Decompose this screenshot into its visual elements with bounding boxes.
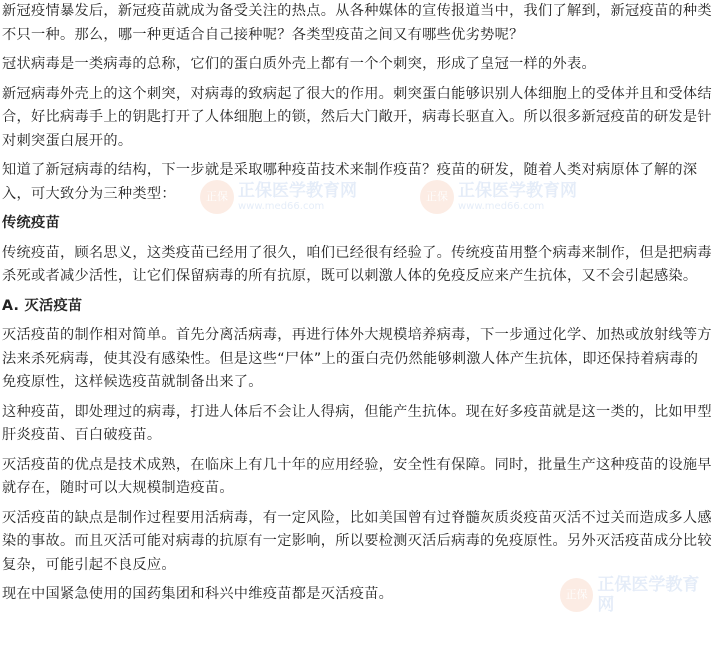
inactivated-disadvantages-paragraph: 灭活疫苗的缺点是制作过程要用活病毒，有一定风险，比如美国曾有过脊髓灰质炎疫苗灭活不过关而造成多人感染的事故。而且灭活可能对病毒的抗原有一定影响，所以要检测灭活后病毒的免疫原性。另外灭活疫苗成分比较复杂，可能引起不良反应。 <box>2 509 712 573</box>
watermark-brand: 正保医学教育网 <box>238 181 357 201</box>
watermark-brand: 正保医学教育网 <box>597 575 700 615</box>
inactivated-process-paragraph: 灭活疫苗的制作相对简单。首先分离活病毒，再进行体外大规模培养病毒，下一步通过化学、加热或放射线等方法来杀死病毒，使其没有感染性。但是这些“尸体”上的蛋白壳仍然能够刺激人体产生抗体，即还保持着病毒的免疫原性，这样候选疫苗就制备出来了。 <box>2 327 712 390</box>
watermark-url: www.med66.com <box>238 201 325 212</box>
traditional-vaccine-paragraph: 传统疫苗，顾名思义，这类疫苗已经用了很久，咱们已经很有经验了。传统疫苗用整个病毒来制作，但是把病毒杀死或者减少活性，让它们保留病毒的所有抗原，既可以刺激人体的免疫反应来产生抗体，又不会引起感染。 <box>2 244 712 284</box>
inactivated-advantages-paragraph: 灭活疫苗的优点是技术成熟，在临床上有几十年的应用经验，安全性有保障。同时，批量生产这种疫苗的设施早就存在，随时可以大规模制造疫苗。 <box>2 456 712 496</box>
traditional-vaccine-heading: 传统疫苗 <box>2 215 60 231</box>
watermark-seal-icon: 正保 <box>560 578 593 612</box>
inactivated-examples-paragraph: 这种疫苗，即处理过的病毒，打进人体后不会让人得病，但能产生抗体。现在好多疫苗就是这一类的，比如甲型肝炎疫苗、百白破疫苗。 <box>2 403 712 443</box>
watermark-seal-icon: 正保 <box>420 180 454 214</box>
vaccine-types-intro-paragraph: 知道了新冠病毒的结构，下一步就是采取哪种疫苗技术来制作疫苗？疫苗的研发，随着人类对病原体了解的深入，可大致分为三种类型： <box>2 162 698 202</box>
spike-protein-paragraph: 新冠病毒外壳上的这个刺突，对病毒的致病起了很大的作用。刺突蛋白能够识别人体细胞上的受体并且和受体结合，好比病毒手上的钥匙打开了人体细胞上的锁，然后大门敞开，病毒长驱直入。所以很多新冠疫苗的研发是针对刺突蛋白展开的。 <box>2 85 712 149</box>
inactivated-china-paragraph: 现在中国紧急使用的国药集团和科兴中维疫苗都是灭活疫苗。 <box>2 586 394 602</box>
intro-paragraph: 新冠疫情暴发后，新冠疫苗就成为备受关注的热点。从各种媒体的宣传报道当中，我们了解到，新冠疫苗的种类不只一种。那么，哪一种更适合自己接种呢？各类型疫苗之间又有哪些优劣势呢？ <box>2 3 712 43</box>
inactivated-vaccine-heading: A. 灭活疫苗 <box>2 297 83 314</box>
watermark-seal-icon: 正保 <box>200 180 234 214</box>
article-body <box>2 0 712 613</box>
watermark-url: www.med66.com <box>458 201 545 212</box>
watermark-brand: 正保医学教育网 <box>458 181 577 201</box>
coronavirus-definition-paragraph: 冠状病毒是一类病毒的总称，它们的蛋白质外壳上都有一个个刺突，形成了皇冠一样的外表。 <box>2 56 596 72</box>
